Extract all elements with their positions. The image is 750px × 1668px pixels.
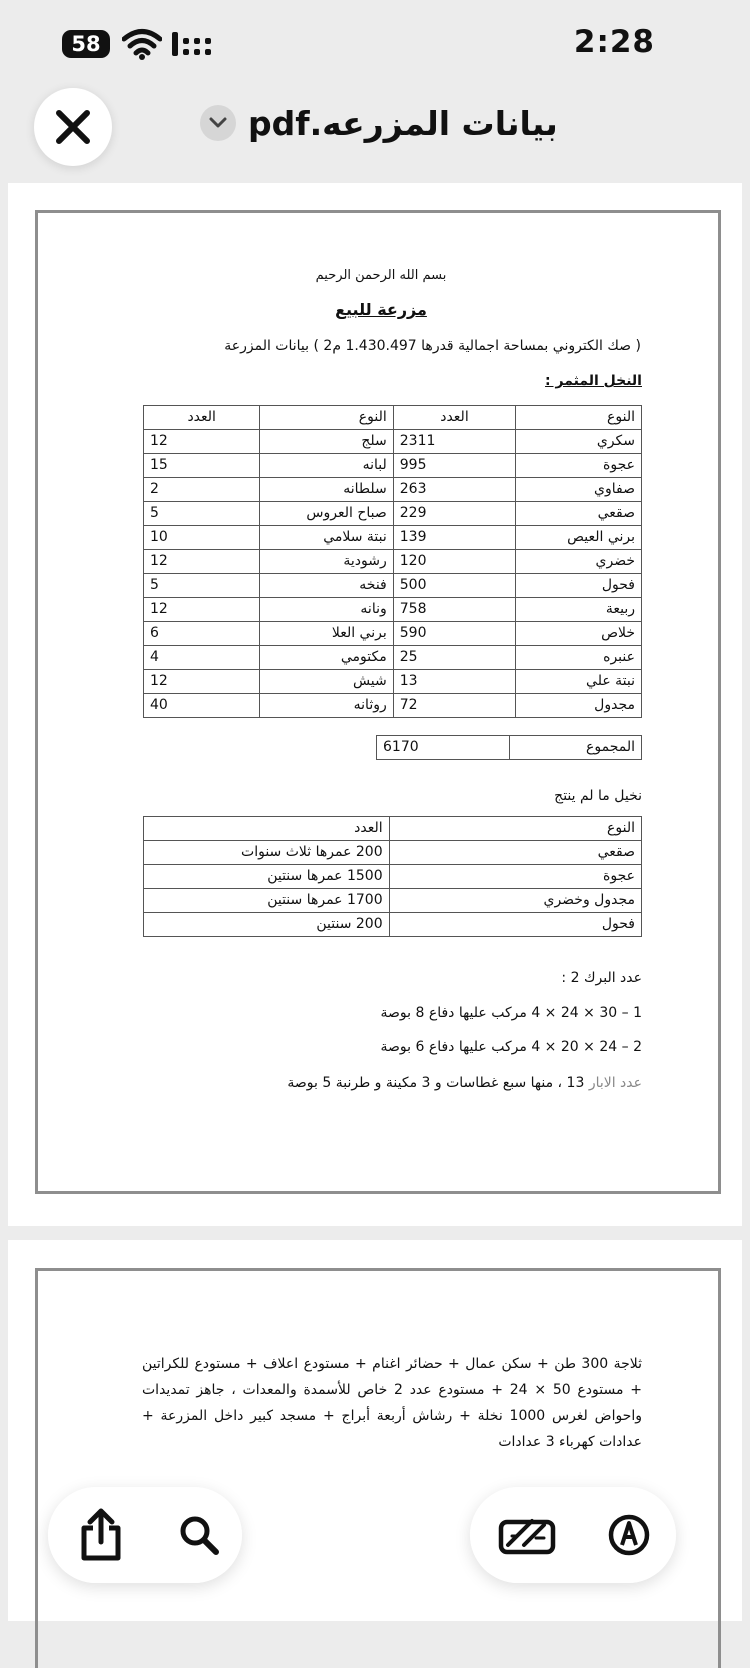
table-cell: 120: [393, 550, 515, 574]
pool-line: 1 – 30 × 24 × 4 مركب عليها دفاع 8 بوصة: [380, 1005, 642, 1021]
table-cell: صقعي: [389, 841, 641, 865]
table-cell: ربيعة: [516, 598, 642, 622]
pdf-page-1[interactable]: [8, 183, 742, 1226]
table-cell: 1500 عمرها سنتين: [144, 865, 390, 889]
signal-icon: [172, 30, 214, 58]
table-cell: 500: [393, 574, 515, 598]
table-cell: عجوة: [516, 454, 642, 478]
page-border: [35, 1268, 721, 1668]
table-cell: خلاص: [516, 622, 642, 646]
table-cell: برني العلا: [260, 622, 393, 646]
title-menu[interactable]: [200, 98, 558, 148]
table-row: [144, 526, 642, 550]
table-row: [144, 478, 642, 502]
toolbar-left: [48, 1487, 242, 1583]
palm-table-body: [144, 430, 642, 718]
table-cell: 5: [144, 502, 260, 526]
table-cell: مجدول وخضري: [389, 889, 641, 913]
table-cell: سلج: [260, 430, 393, 454]
table-cell: 5: [144, 574, 260, 598]
table-cell: رشودية: [260, 550, 393, 574]
battery-icon: 58: [62, 30, 110, 58]
table-cell: سلطانه: [260, 478, 393, 502]
facilities-paragraph: ثلاجة 300 طن + سكن عمال + حضائر اغنام + مستودع اعلاف + مستودع للكراتين + مستودع 50 × 24 + مستودع عدد 2 خاص للأسمدة والمعدات ، جاهز تمديدات واحواض لغرس 1000 نخلة + رشاش أربعة أبراج + مسجد كبير داخل المزرعة + عدادات كهرباء 3 عدادات: [142, 1356, 642, 1450]
search-button[interactable]: [150, 1487, 247, 1583]
basmala: بسم الله الرحمن الرحيم: [315, 268, 447, 283]
section-heading-fruiting-palms: النخل المثمر :: [545, 373, 642, 389]
share-icon: [78, 1508, 124, 1562]
wifi-icon: [122, 28, 162, 60]
table-cell: صفاوي: [516, 478, 642, 502]
table-cell: خضري: [516, 550, 642, 574]
viewer-header: [0, 80, 750, 170]
table-cell: 12: [144, 550, 260, 574]
status-bar: [0, 0, 750, 90]
column-header: النوع: [389, 817, 641, 841]
table-cell: صباح العروس: [260, 502, 393, 526]
table-cell: 6: [144, 622, 260, 646]
table-cell: 229: [393, 502, 515, 526]
total-row: [377, 736, 642, 760]
table-cell: 995: [393, 454, 515, 478]
annotate-button[interactable]: [580, 1487, 677, 1583]
table-cell: 40: [144, 694, 260, 718]
table-row: [144, 670, 642, 694]
table-row: [144, 598, 642, 622]
table-cell: لبانه: [260, 454, 393, 478]
toolbar-right: [470, 1487, 676, 1583]
total-label: المجموع: [509, 736, 642, 760]
table-cell: 12: [144, 670, 260, 694]
table-row: [144, 865, 642, 889]
page-border: [35, 210, 721, 1194]
non-producing-table: [143, 816, 642, 937]
table-cell: 4: [144, 646, 260, 670]
section-heading-non-producing: نخيل ما لم ينتج: [554, 788, 642, 804]
table-cell: 139: [393, 526, 515, 550]
table-cell: 590: [393, 622, 515, 646]
table-cell: 12: [144, 598, 260, 622]
table-row: [144, 502, 642, 526]
table-row: [144, 889, 642, 913]
table-cell: مجدول: [516, 694, 642, 718]
table-header-row: [144, 406, 642, 430]
pool-line: 2 – 24 × 20 × 4 مركب عليها دفاع 6 بوصة: [380, 1039, 642, 1055]
table-cell: 1700 عمرها سنتين: [144, 889, 390, 913]
table-header-row: [144, 817, 642, 841]
column-header: العدد: [393, 406, 515, 430]
wells-detail: 13 ، منها سبع غطاسات و 3 مكينة و طرنبة 5 بوصة: [287, 1075, 589, 1091]
table-row: [144, 454, 642, 478]
close-icon: [53, 107, 93, 147]
table-cell: ونانه: [260, 598, 393, 622]
share-button[interactable]: [52, 1487, 149, 1583]
table-cell: مكتومي: [260, 646, 393, 670]
palm-total: [376, 735, 642, 760]
table-cell: 12: [144, 430, 260, 454]
deed-description: ( صك الكتروني بمساحة اجمالية قدرها 1.430.497 م2 ) بيانات المزرعة: [224, 338, 641, 354]
table-row: [144, 646, 642, 670]
table-cell: 263: [393, 478, 515, 502]
table-cell: نبتة سلامي: [260, 526, 393, 550]
total-value: 6170: [377, 736, 510, 760]
table-row: [144, 430, 642, 454]
pools-heading: عدد البرك 2 :: [561, 970, 642, 986]
page-heading: مزرعة للبيع: [335, 300, 427, 319]
table-cell: 25: [393, 646, 515, 670]
table-cell: 2311: [393, 430, 515, 454]
table-cell: شيش: [260, 670, 393, 694]
column-header: العدد: [144, 406, 260, 430]
wells-line: [287, 1075, 642, 1091]
table-cell: صقعي: [516, 502, 642, 526]
table-cell: 2: [144, 478, 260, 502]
table-row: [144, 913, 642, 937]
title-menu-button[interactable]: [200, 105, 236, 141]
table-cell: سكري: [516, 430, 642, 454]
chevron-down-icon: [209, 117, 227, 129]
search-icon: [178, 1514, 220, 1556]
table-cell: 758: [393, 598, 515, 622]
table-cell: 72: [393, 694, 515, 718]
table-cell: 10: [144, 526, 260, 550]
table-cell: 200 عمرها ثلاث سنوات: [144, 841, 390, 865]
palm-table: [143, 405, 642, 718]
column-header: العدد: [144, 817, 390, 841]
table-row: [144, 841, 642, 865]
markup-icon: [498, 1514, 556, 1556]
table-cell: برني العيص: [516, 526, 642, 550]
column-header: النوع: [260, 406, 393, 430]
close-button[interactable]: [34, 88, 112, 166]
non-producing-table-body: [144, 841, 642, 937]
table-row: [144, 574, 642, 598]
table-cell: فحول: [516, 574, 642, 598]
table-row: [144, 694, 642, 718]
clock: 2:28: [573, 24, 655, 60]
document-title: بيانات المزرعه.pdf: [248, 103, 558, 143]
markup-button[interactable]: [478, 1487, 575, 1583]
table-row: [144, 550, 642, 574]
wells-label: عدد الابار: [588, 1075, 642, 1091]
table-cell: 200 سنتين: [144, 913, 390, 937]
table-cell: فنخه: [260, 574, 393, 598]
annotate-icon: [607, 1513, 651, 1557]
column-header: النوع: [516, 406, 642, 430]
table-cell: عجوة: [389, 865, 641, 889]
table-cell: روثانه: [260, 694, 393, 718]
table-cell: 15: [144, 454, 260, 478]
table-cell: نبتة علي: [516, 670, 642, 694]
table-cell: 13: [393, 670, 515, 694]
table-cell: فحول: [389, 913, 641, 937]
table-cell: عنبره: [516, 646, 642, 670]
table-row: [144, 622, 642, 646]
